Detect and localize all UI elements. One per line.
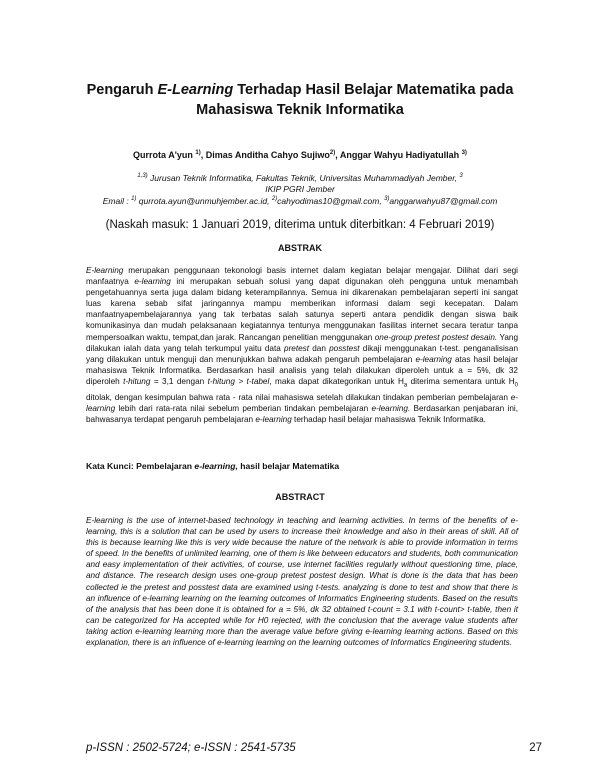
submission-dates: (Naskah masuk: 1 Januari 2019, diterima untuk diterbitkan: 4 Februari 2019) — [105, 219, 495, 231]
affiliation: $^{1,3)}$ Jurusan Teknik Informatika, Fakultas Teknik, Universitas Muhammadiyah Jember, $^3$ IKIP PGRI Jember — [137, 172, 463, 194]
abstract-body: E-learning is the use of internet-based technology in teaching and learning activities. In terms of the benefits of e-learning, this is a solution that can be used by users to increase their knowledge and also in their areas of skill. All of this is because learning like this is very wide because the nature of the network is able to provide information in terms of speed. In the benefits of unlimited learning, one of them is like between educators and students, both communication and easy implementation of their activities, of course, use internet facilities regularly without questioning time, place, and distance. The research design uses one-group pretest postest design. What is done is the data that has been collected ie the pretest and posstest data are examined using t-tests. analyzing is done to test and show that there is an influence of e-learning learning on the learning outcomes of Informatics Engineering students. Based on the results of the analysis that has been done it is obtained for a = 5%, dk 32 obtained t-count = 3.1 with t-count> t-table, then it can be categorized for Ha accepted while for H0 rejected, with the conclusion that the average value students after taking action e-learning learning more than the average value before giving e-learning learning actions. Based on this explanation, there is an influence of e-learning learning on the learning outcomes of Informatics Engineering students. — [86, 516, 518, 648]
email-link-1[interactable]: qurrota.ayun@unmuhjember.ac.id, — [136, 196, 272, 206]
page-number: 27 — [529, 742, 542, 754]
footer-issn: p-ISSN : 2502-5724; e-ISSN : 2541-5735 — [86, 742, 296, 754]
abstract-heading: ABSTRACT — [275, 492, 325, 502]
author-list: Qurrota A'yun $^{1)}$, Dimas Anditha Cahyo Sujiwo$^{2)}$, Anggar Wahyu Hadiyatullah $^{3)}$ — [133, 150, 467, 160]
email-link-3[interactable]: anggarwahyu87@gmail.com — [389, 196, 498, 206]
abstrak-heading: ABSTRAK — [278, 243, 322, 253]
keywords: Kata Kunci: Pembelajaran e-learning, hasil belajar Matematika — [86, 461, 340, 471]
email-link-2[interactable]: cahyodimas10@gmail.com, — [277, 196, 385, 206]
author-emails: Email : $^{1)}$ qurrota.ayun@unmuhjember.ac.id, $^{2)}$cahyodimas10@gmail.com, $^{3)}$anggarwahyu87@gmail.com — [102, 196, 498, 206]
paper-title: Pengaruh E-Learning Terhadap Hasil Belajar Matematika pada Mahasiswa Teknik Informatika — [86, 82, 514, 118]
abstrak-body: E-learning merupakan penggunaan tekonologi basis internet dalam kegiatan belajar mengajar. Dilihat dari segi manfaatnya e-learning ini merupakan sebuah solusi yang dapat digunakan oleh pengguna untuk menambah pengetahuannya serta juga dalam bidang keterampilannya. Semua ini dikarenakan pembelajaran seperti ini sangat luas karena sebab sifat jaringannya mampu memberikan informasi dalam segi kecepatan. Dalam manfaatnyapembelajarannya yang tak terbatas salah satunya seperti antara pendidik dengan siswa baik komunikasinya dan mudah pelaksanaan kegiatannya tentunya menggunakan fasilitas internet secara teratur tanpa mempersoalkan waktu, tempat,dan jarak. Rancangan penelitian menggunakan one-group pretest postest desain. Yang dilakukan ialah data yang telah terkumpul yaitu data pretest dan posstest dikaji menggunakan t-test. penganalisisan yang dilakukan untuk menguji dan menunjukkan bahwa adakah pengaruh pembelajaran e-learning atas hasil belajar mahasiswa Teknik Informatika. Berdasarkan hasil analisis yang telah dilakukan diperoleh untuk a = 5%, dk 32 diperoleh t-hitung = 3,1 dengan t-hitung > t-tabel, maka dapat dikategorikan untuk $H_a$ diterima sementara untuk $H_0$ ditolak, dengan kesimpulan bahwa rata - rata nilai mahasiswa setelah dilakukan tindakan pemberian pembelajaran e-learning lebih dari rata-rata nilai sebelum pemberian tindakan pembelajaran e-learning. Berdasarkan penjabaran ini, bahwasanya terdapat pengaruh pembelajaran e-learning terhadap hasil belajar mahasiswa Teknik Informatika. — [86, 266, 519, 424]
